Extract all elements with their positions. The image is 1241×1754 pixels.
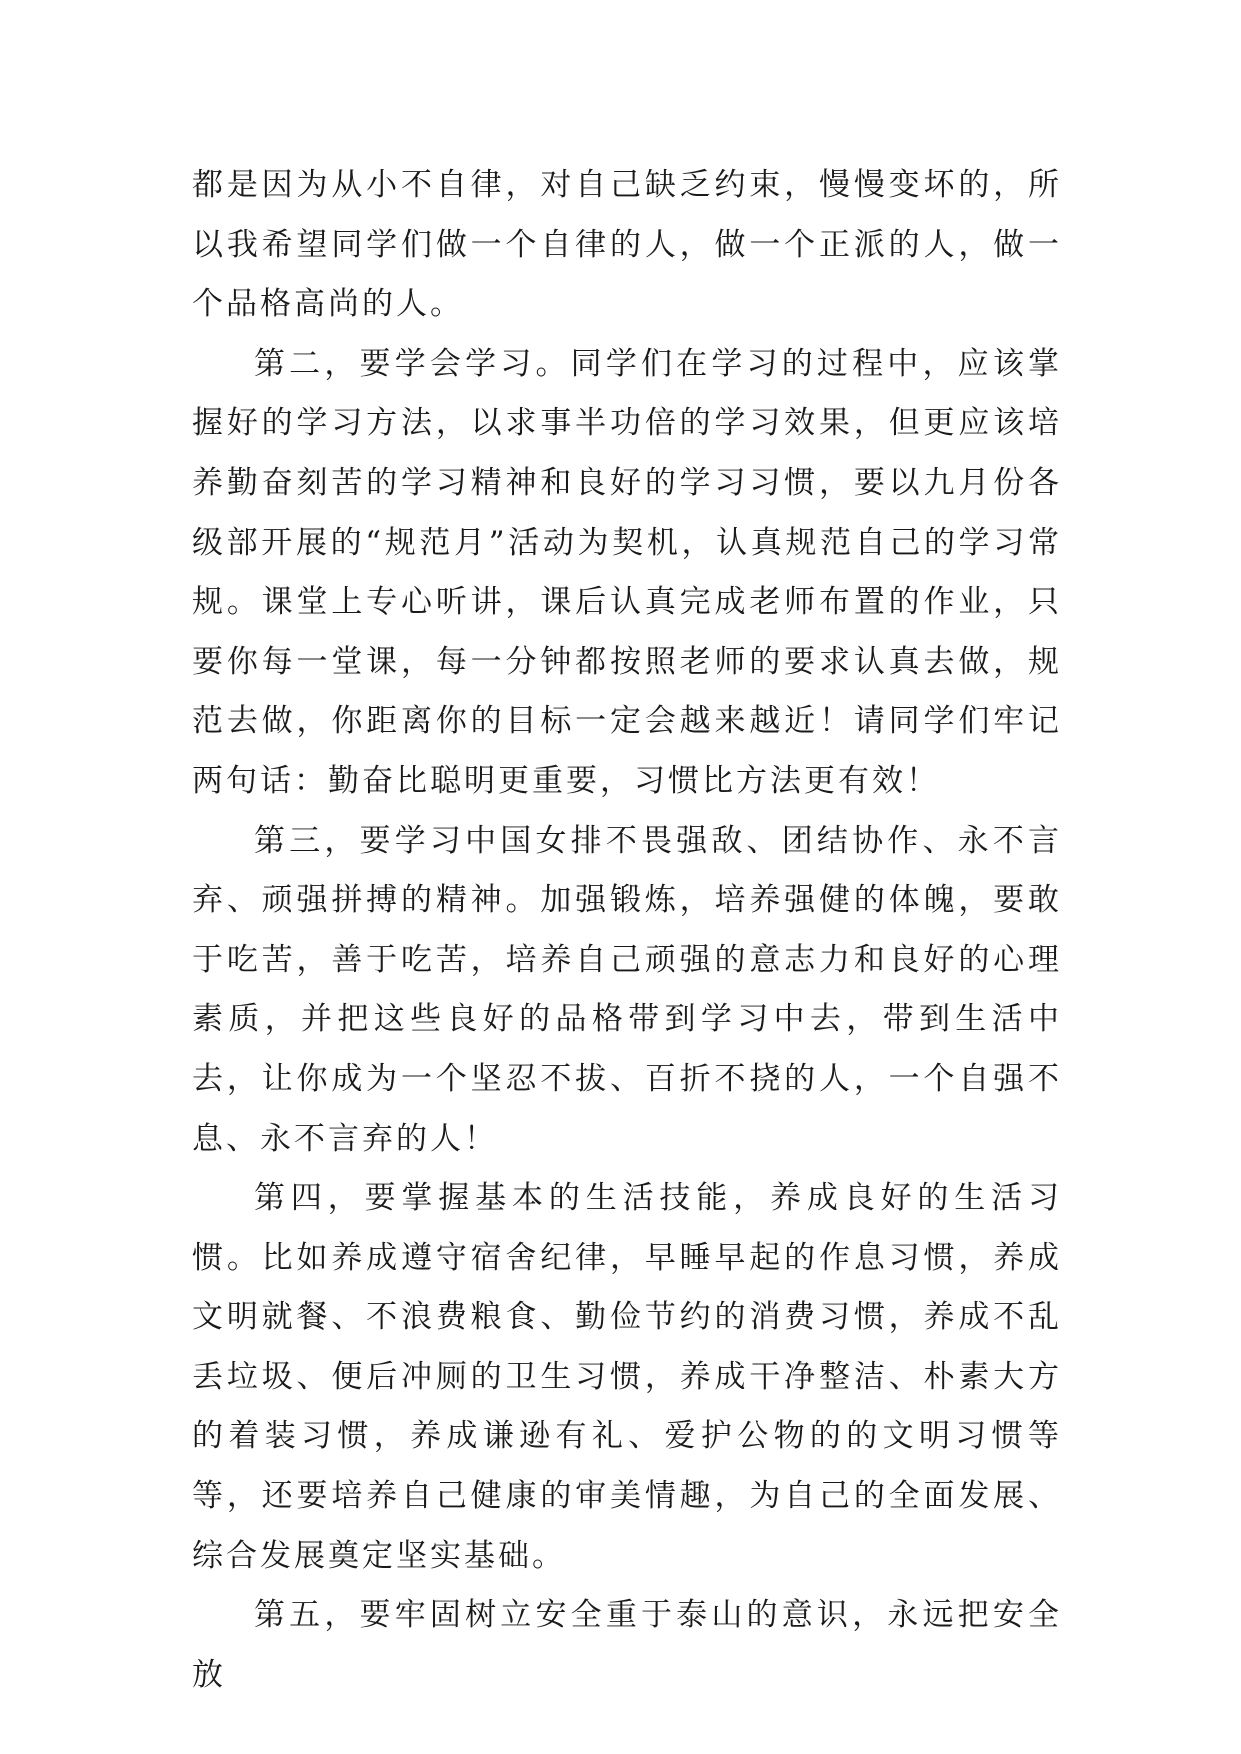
paragraph-5: 第五，要牢固树立安全重于泰山的意识，永远把安全放 <box>192 1597 1062 1693</box>
document-body <box>192 156 1062 1705</box>
paragraph-3: 第三，要学习中国女排不畏强敌、团结协作、永不言弃、顽强拼搏的精神。加强锻炼，培养强健的体魄，要敢于吃苦，善于吃苦，培养自己顽强的意志力和良好的心理素质，并把这些良好的品格带到学习中去，带到生活中去，让你成为一个坚忍不拔、百折不挠的人，一个自强不息、永不言弃的人！ <box>192 822 1062 1157</box>
paragraph-1: 都是因为从小不自律，对自己缺乏约束，慢慢变坏的，所以我希望同学们做一个自律的人，做一个正派的人，做一个品格高尚的人。 <box>192 167 1062 323</box>
paragraph-2: 第二，要学会学习。同学们在学习的过程中，应该掌握好的学习方法，以求事半功倍的学习效果，但更应该培养勤奋刻苦的学习精神和良好的学习习惯，要以九月份各级部开展的“规范月”活动为契机，认真规范自己的学习常规。课堂上专心听讲，课后认真完成老师布置的作业，只要你每一堂课，每一分钟都按照老师的要求认真去做，规范去做，你距离你的目标一定会越来越近！请同学们牢记两句话：勤奋比聪明更重要，习惯比方法更有效！ <box>192 345 1062 799</box>
paragraph-4: 第四，要掌握基本的生活技能，养成良好的生活习惯。比如养成遵守宿舍纪律，早睡早起的作息习惯，养成文明就餐、不浪费粮食、勤俭节约的消费习惯，养成不乱丢垃圾、便后冲厕的卫生习惯，养成干净整洁、朴素大方的着装习惯，养成谦逊有礼、爱护公物的的文明习惯等等，还要培养自己健康的审美情趣，为自己的全面发展、综合发展奠定坚实基础。 <box>192 1180 1062 1574</box>
